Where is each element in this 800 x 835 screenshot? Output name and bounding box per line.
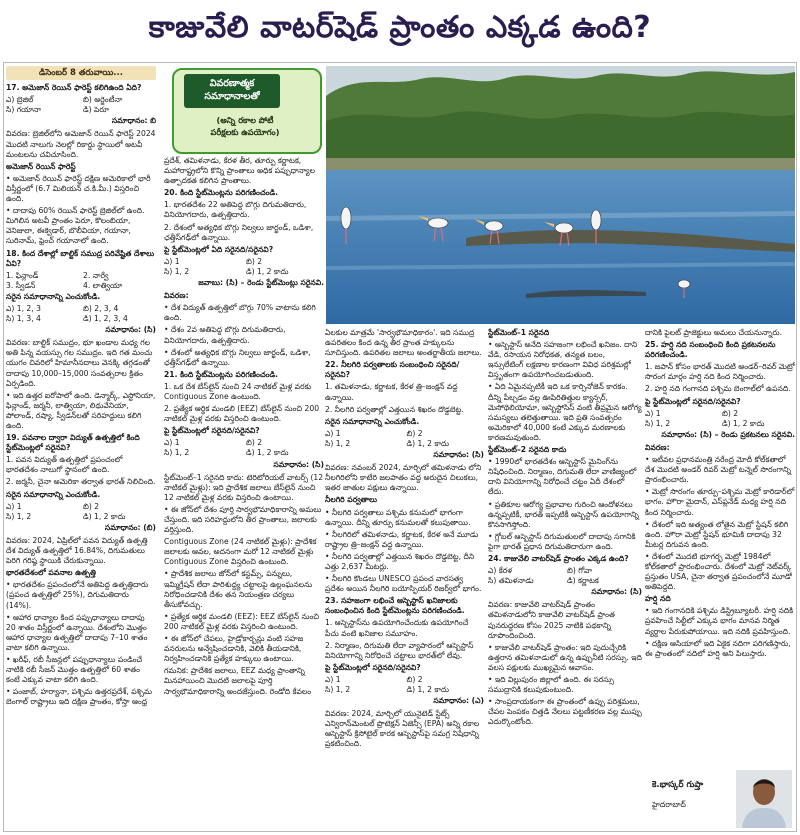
bullet: • భారతదేశం ప్రపంచంలోనే అతిపెద్ద ఉత్పత్తిదారు (ప్రపంచ ఉత్పత్తిలో 25%), దిగుమతిదారు (14%).: [6, 580, 149, 610]
choice: సి) 1, 2: [645, 418, 671, 428]
choice: బి) 2: [722, 408, 739, 418]
statement: 2. నీలగిరి పర్వతాల్లో ఎత్తయిన శిఖరం దొడ్డబెట్ట.: [325, 404, 464, 414]
bullet: • ప్రాదేశిక జలాలు జోన్‌లో కస్టమ్స్, పన్నులు, ఇమ్మిగ్రేషన్ లేదా పారిశుద్ధ్య చట్టాలపై ఉల్లంఘనలను నిరోధించడానికి దేశం తన నియంత్రణ చర్యలు తీసుకోవచ్చు.: [164, 569, 313, 609]
headline-bar: [0, 0, 800, 62]
prompt: పై స్టేట్‌మెంట్లలో సరైనది/సరైనవి?: [164, 426, 260, 436]
author-location: హైదరాబాద్: [652, 800, 686, 809]
choice: ఎ) 1: [645, 408, 661, 418]
section-heading: నీలగిరి పర్వతాలు: [325, 495, 377, 505]
statement: 2. జర్మనీ, చైనా అమెరికా తర్వాత భారత్ నిలిచింది.: [6, 477, 156, 487]
answer-22: సమాధానం: (సి): [433, 450, 484, 460]
explanatory-answers-badge: [170, 68, 322, 152]
option: 2. నార్వే: [83, 270, 109, 280]
choice: బి) 2: [246, 256, 263, 266]
statement: 1. భారతదేశం 22 అతిపెద్ద బొగ్గు దిగుమతిదారు, వినియోగదారు, ఉత్పత్తిదారు.: [164, 200, 307, 220]
explanation-label: వివరణ:: [645, 442, 670, 452]
bullet: • ఆహార ధాన్యాల కింద పప్పుధాన్యాలు దాదాపు 20 శాతం విస్తీర్ణంలో ఉన్నాయి. దేశంలోని మొత్తం ఆహార ధాన్యాల ఉత్పత్తిలో దాదాపు 7–10 శాతం వాటా కలిగి ఉన్నాయి.: [6, 612, 148, 652]
explanation-22: వివరణ: నవంబర్ 2024, మార్చిలో తమిళనాడు లోని నీలగిరిలోని కాటేరి జలపాతం వద్ద అరుదైన చిలుకలు, ఇతర జాతుల పక్షులు ఉన్నాయి.: [325, 463, 482, 493]
bullet: • దేశంలో ఇది అత్యంత లోతైన మెట్రో స్టేషన్ కలిగి ఉంది. హౌరా మెట్రో స్టేషన్ భూమికి దాదాపు 32 మీటర్ల దిగువన ఉంది.: [645, 519, 789, 549]
bullet: • నీలగిరిలో తమిళనాడు, కర్ణాటక, కేరళ అనే మూడు రాష్ట్రాల త్రి–జంక్షన్ వద్ద ఉన్నాయి.: [325, 529, 479, 549]
column-4: [488, 328, 642, 828]
bullet: • మెట్రో సొరంగం తూర్పు–పశ్చిమ మెట్రో కారిడార్‌లో భాగం. హౌరా మైదాన్, ఎస్‌ప్లనేడ్ మధ్య హర్షి నది కింద నిర్మించారు.: [645, 487, 795, 517]
answer-24: సమాధానం: (సి): [591, 587, 642, 597]
answer-21: సమాధానం: (సి): [273, 459, 324, 469]
answer-18: సమాధానం: (సి): [105, 325, 156, 335]
bullet: • కాజువేలి వాటర్‌షెడ్ ప్రాంతం: ఇది పుదుచ్చేరికి ఉత్తరాన తమిళనాడులో ఉన్న ఉప్పునీటి సరస్సు. ఇది వలస పక్షులకు ముఖ్యమైన ఆవాసం.: [488, 642, 642, 672]
choice: ఎ) 1: [6, 501, 22, 511]
badge-line-1: వివరణాత్మక: [209, 78, 255, 89]
statement: 1. ఆస్బెస్టాస్‌ను ఉపయోగించేందుకు ఉపయోగించే పీచు వంటి ఖనిజాల సమూహం.: [325, 618, 469, 638]
choice: సి) 1, 2: [6, 511, 32, 521]
choice: బి) 2, 3, 4: [83, 303, 119, 313]
section-heading: హర్షి నది: [645, 594, 671, 604]
option: 3. స్వీడన్: [6, 280, 36, 290]
explanation-23: వివరణ: 2024, మార్చిలో యునైటెడ్ స్టేట్స్ ఎన్విరాన్‌మెంటల్ ప్రొటెక్షన్ ఏజెన్సీ (EPA) అన్ని రకాల ఆస్బెస్టాస్ క్రిసోటైల్ కారక ఆస్బెస్టాస్‌పై సమగ్ర నిషేధాన్ని ప్రకటించింది.: [325, 709, 480, 749]
section-heading: స్టేట్‌మెంట్–1 సరైనది: [488, 328, 550, 337]
statement: 1. తమిళనాడు, కర్ణాటక, కేరళ త్రి–జంక్షన్ వద్ద ఉన్నాయి.: [325, 382, 458, 402]
question-19-choices: [6, 502, 156, 522]
bullet: • ఇది విల్లుపురం జిల్లాలో ఉంది. ఈ సరస్సు సముద్రానికి కలుపుకుంటుంది.: [488, 675, 614, 695]
bullet: • ప్రతికూల ఆరోగ్య ప్రభావాల గురించి ఆందోళనలు ఉన్నప్పటికీ, భారత్ ఇప్పటికీ ఆస్బెస్టాస్ ఉపయోగాన్ని కొనసాగిస్తోంది.: [488, 499, 639, 529]
bullet: • ఖరీఫ్, రబీ సీజన్లలో పప్పుధాన్యాలు పండించే నాటికి రబీ సీజన్ మొత్తం ఉత్పత్తిలో 60 శాతం కంటే ఎక్కువ వాటా కలిగి ఉంది.: [6, 654, 143, 685]
bullet: • నీలగిరి పర్వతాలు పశ్చిమ కనుమలో భాగంగా ఉన్నాయి. దీన్ని తూర్పు కనుమలతో కలుపుతాయి.: [325, 507, 471, 527]
choice: ఎ) 1: [164, 438, 180, 448]
explanation-18: వివరణ: బాల్టిక్ సముద్రం, భూ ఖండాల మధ్య గల అతి పిన్న వయస్సు గల సముద్రం. ఇది గత మంచు యుగం చివరిలో హిమానీనదాలు వెనక్కి తగ్గడంతో దాదాపు 10,000–15,000 సంవత్సరాల క్రితం ఏర్పడింది.: [6, 338, 153, 388]
choice: బి) 2: [246, 438, 263, 448]
page-title: కాజువేలి వాటర్‌షెడ్ ప్రాంతం ఎక్కడ ఉంది?: [148, 10, 652, 45]
statement: 2. నిర్మాణం, దిగుమతి లేదా వ్యాపారంలో ఆస్బెస్టాస్ వినియోగాన్ని నిరోధించే చట్టాలు భారత్‌లో లేవు.: [325, 640, 474, 660]
bullet: • ఆస్బెస్టాస్ అనేది సహజంగా లభించే ఖనిజం. దాని వేడి, రసాయన నిరోధకత, తన్యత బలం, ఇన్సులేటింగ్ లక్షణాల కారణంగా వివిధ పరిశ్రమల్లో విస్తృతంగా ఉపయోగించబడుతుంది.: [488, 340, 638, 380]
answer-23: సమాధానం: (ఎ): [433, 696, 484, 706]
question-24-choices: [488, 566, 642, 586]
choice: ఎ) కేరళ: [488, 566, 513, 576]
question-18-statements: [6, 271, 156, 291]
column-2: [164, 156, 324, 828]
section-heading: స్టేట్‌మెంట్–2 సరైనది కాదు: [488, 445, 567, 455]
choice: డి) 1, 2 కాదు: [83, 511, 126, 521]
choice: బి) 2: [406, 428, 423, 438]
question-23-choices: [325, 675, 484, 695]
choice: సి) 1, 2: [164, 448, 190, 458]
choice: డి) 1, 2 కాదు: [406, 438, 449, 448]
question-21: 21. కింది స్టేట్‌మెంట్లను పరిగణించండి.: [164, 369, 279, 379]
prompt: పై స్టేట్‌మెంట్లలో సరైనది/సరైనవి?: [645, 396, 741, 406]
badge-line-2: సమాధానాలతో: [204, 91, 260, 102]
section-heading: భారతదేశంలో పవనాల ఉత్పత్తి: [6, 568, 96, 578]
choice: ఎ) 1: [164, 256, 180, 266]
statement: 1. పవన విద్యుత్ ఉత్పత్తిలో ప్రపంచంలో భారతదేశం నాలుగో స్థానంలో ఉంది.: [6, 455, 123, 475]
badge-title: [184, 74, 280, 108]
bullet: • నీలగిరి పర్వతాల్లో ఎత్తయిన శిఖరం దొడ్డబెట్ట, దీని ఎత్తు 2,637 మీటర్లు.: [325, 551, 475, 571]
question-20: 20. కింది స్టేట్‌మెంట్లను పరిగణించండి.: [164, 188, 279, 198]
explanation-24: వివరణ: కాజువేలి వాటర్‌షెడ్ ప్రాంతం తమిళనాడులోని కాజువేలి వాటర్‌షెడ్ ప్రాంత పునరుద్ధరణ కోసం 2025 నాటికి పథకాన్ని రూపొందించింది.: [488, 600, 615, 640]
option: ఎ) బ్రెజిల్: [6, 95, 34, 105]
prompt: సరైన సమాధానాన్ని ఎంచుకోండి.: [6, 291, 101, 301]
question-19: 19. పవనాల ద్వారా విద్యుత్ ఉత్పత్తిలో కింది స్టేట్‌మెంట్లలో సరైనవి?: [6, 433, 140, 453]
question-22: 22. నీలగిరి పర్వతాలకు సంబంధించి సరైనది/సరైనవి?: [325, 360, 460, 380]
bullet: • ఇది గంగానదికి పశ్చిమ డిస్ట్రిబ్యూటరీ. హర్షి నదికి ప్రవహించే సిల్టీలో ఎక్కువ భాగం మానవ నిర్మిత వ్యర్థాల పేరుకుపోయాయి. ఇది నదికి ప్రవహిస్తుంది.: [645, 606, 794, 636]
statement: 1. ఒక దేశ బేస్‌లైన్ నుంచి 24 నాటికల్ మైళ్ల వరకు Contiguous Zone ఉంటుంది.: [164, 381, 312, 401]
question-20-choices: [164, 257, 324, 277]
column-5: [645, 328, 795, 828]
statement: 2. హర్షి నది గంగానది పశ్చిమ బెంగాల్‌లో ఉపనది.: [645, 384, 791, 394]
explanation-label: వివరణ:: [164, 291, 189, 301]
note: గమనిక: ప్రాదేశిక జలాలు, EEZ మధ్య ప్రాంతాన్ని మినహాయించి మొదటి జలాలపై పూర్తి సార్వభౌమాధికారాన్ని అందజేస్తుంది. రెండోది కేవలం: [164, 666, 312, 696]
choice: డి) 1, 2 కాదు: [246, 448, 289, 458]
choice: ఎ) 1: [325, 428, 341, 438]
choice: డి) 1, 2, 3, 4: [83, 314, 128, 324]
choice: బి) 2: [83, 501, 100, 511]
option: సి) గయానా: [6, 105, 41, 115]
badge-sub-line-1: (అన్ని రకాల పోటీ: [216, 115, 274, 125]
bullet: • దాదాపు 60% రెయిన్ ఫారెస్ట్ బ్రెజిల్‌లో ఉంది. మిగిలిన అటవీ ప్రాంతం పెరూ, కొలంబియా, వెనిజులా, ఈక్వెడార్, బొలీవియా, గయానా, సురినామ్, ఫ్రెంచ్ గయానాలో ఉంది.: [6, 206, 145, 246]
statement: 1. జపాన్ కోసం భారత్ మొదటి అండర్–రివర్ మెట్రో సొరంగ మార్గం హర్షి నది కింద నిర్మించారు.: [645, 362, 795, 382]
choice: బి) గోవా: [567, 566, 592, 576]
question-25-choices: [645, 409, 795, 429]
paragraph: ప్రదేశ్, తమిళనాడు, కేరళ తీర, తూర్పు కర్ణాటక, మహారాష్ట్రలోని కొన్ని ప్రాంతాలు అధిక పప్పుధాన్యాల ఉత్పాదకత కలిగిన ప్రాంతాలు.: [164, 156, 315, 186]
explanation-21: స్టేట్‌మెంట్–1 సరైనది కాదు: టెరిటోరియల్ వాటర్స్ (12 నాటికల్ మైళ్లు): ఇది ప్రాదేశిక జలాలు బేస్‌లైన్ నుంచి 12 నాటికల్ మైళ్ల వరకు విస్తరించి ఉంటాయి.: [164, 472, 324, 502]
column-3: [325, 328, 484, 828]
statement: 2. ప్రత్యేక ఆర్థిక మండలి (EEZ) బేస్‌లైన్ నుంచి 200 నాటికల్ మైళ్ల వరకు విస్తరించి ఉంటుంది.: [164, 404, 320, 424]
explanation-19: వివరణ: 2024, ఏప్రిల్‌లో పవన విద్యుత్ ఉత్పత్తి దేశ విద్యుత్ ఉత్పత్తిలో 16.84%, దిగుమతులు పెరిగి గరిష్ఠ స్థాయికి చేరుకున్నాయి.: [6, 535, 148, 566]
choice: డి) కర్ణాటక: [567, 576, 599, 586]
bullet: • ఈ జోన్‌లో చేపలు, హైడ్రోకార్బన్లు వంటి సహజ వనరులను అన్వేషించడానికి, వెలికి తీయడానికి, నిర్వహించడానికి ప్రత్యేక హక్కులు ఉంటాయి.: [164, 634, 304, 664]
bullet: • దక్షిణ ఆసియాలో ఇది ఏకైక నదిగా పరిగణిస్తారు, ఈ ప్రాంతంలో నదిలో హర్షి అని పిలుస్తారు.: [645, 638, 791, 658]
paragraph: దానికి పైలట్ ప్రాజెక్టులు అమలు చేయనున్నారు.: [645, 328, 783, 337]
question-23: 23. సహజంగా లభించే ఆస్బెస్టాస్ ఖనిజాలకు సంబంధించిన కింది స్టేట్‌మెంట్లను పరిగణించండి.: [325, 596, 465, 616]
choice: సి) 1, 2: [325, 685, 351, 694]
prompt: సరైన సమాధానాన్ని ఎంచుకోండి.: [325, 416, 420, 426]
choice: ఎ) 1: [325, 674, 341, 684]
bullet: • ఈ జోన్‌లో దేశం పూర్తి సార్వభౌమాధికారాన్ని అమలు చేస్తుంది. ఇది సరిహద్దులోని తీర ప్రాంతాలు, జలాలకు వర్తిస్తుంది.: [164, 504, 322, 535]
choice: బి) 2: [406, 674, 423, 684]
statement: 2. దేశంలో అత్యధిక బొగ్గు నిల్వలు జార్ఖండ్, ఒడిశా, ఛత్తీస్‌గఢ్‌లో ఉన్నాయి.: [164, 222, 314, 242]
question-17: 17. అమెజాన్ రెయిన్ ఫారెస్ట్ కలిగిఉంది ఏది?: [6, 83, 142, 93]
option: 4. లాత్వియా: [83, 280, 123, 290]
bullet: • పంజాబ్, హర్యానా, పశ్చిమ ఉత్తరప్రదేశ్, పశ్చిమ బెంగాల్ రాష్ట్రాలు ఇది దక్షిణ ప్రాంతం, కోస్తా ఆంధ్ర: [6, 687, 153, 707]
choice: ఎ) 1, 2, 3: [6, 303, 41, 313]
lagoon-photo: [326, 66, 795, 324]
bullet: • ఇటీవల ప్రధానమంత్రి నరేంద్ర మోదీ కోల్‌కతాలో దేశ మొదటి అండర్ రివర్ మెట్రో టన్నెల్ సొరంగాన్ని ప్రారంభించారు.: [645, 455, 792, 485]
bullet: • దేశం 2వ అతిపెద్ద బొగ్గు దిగుమతిదారు, వినియోగదారు, ఉత్పత్తిదారు.: [164, 325, 286, 345]
answer-17: సమాధానం: బి: [111, 116, 156, 126]
explanation-17: వివరణ: బ్రెజిల్‌లోని అమెజాన్ రెయిన్ ఫారెస్ట్ 2024 మొదటి నాలుగు నెలల్లో రికార్డు స్థాయిలో అటవీ మంటలను చవిచూసింది.: [6, 129, 156, 159]
badge-sub-line-2: పరీక్షలకు ఉపయోగం): [210, 127, 280, 137]
question-18-choices: [6, 304, 156, 324]
badge-subtitle: [178, 114, 312, 138]
question-17-options: [6, 95, 156, 115]
question-25: 25. హర్షి నది సంబంధించి కింది ప్రకటనలను పరిగణించండి.: [645, 340, 776, 360]
bullet: • నీలగిరి కొండలు UNESCO ప్రపంచ వారసత్వ ప్రదేశం అయిన నీలగిరి బయోస్ఫియర్ రిజర్వ్‌లో భాగం.: [325, 574, 482, 594]
answer-20: జవాబు: (సి) – రెండు స్టేట్‌మెంట్లు సరైనవి.: [198, 278, 324, 288]
choice: సి) 1, 3, 4: [6, 314, 41, 324]
option: 1. ఫిన్లాండ్: [6, 270, 39, 280]
option: బి) అర్జెంటీనా: [83, 95, 123, 105]
author-byline: [648, 770, 794, 830]
question-22-choices: [325, 429, 484, 449]
choice: సి) 1, 2: [164, 266, 190, 276]
choice: డి) 1, 2 కాదు: [406, 685, 449, 694]
choice: సి) తమిళనాడు: [488, 576, 534, 586]
question-18: 18. కింద దేశాల్లో బాల్టిక్ సముద్ర పరివేష్టిత దేశాలు ఏవి?: [6, 248, 155, 268]
bullet: • సాంప్రదాయకంగా ఈ ప్రాంతంలో ఉప్పు పరిశ్రమలు, చేపల పెంపకం చిత్తడి నేలలు పట్టణీకరణ వల్ల ముప్పు ఎదుర్కొంటోంది.: [488, 697, 642, 727]
prompt: పై స్టేట్‌మెంట్లలో సరైనది/సరైనవి?: [325, 662, 421, 672]
bullet: • ఏది ఏమైనప్పటికీ ఇది ఒక కార్సినోజెన్ కారకం. దీన్ని పీల్చడం వల్ల ఊపిరితిత్తుల క్యాన్సర్, మెసోథెలియోమా, ఆస్బెస్టోసిస్ వంటి తీవ్రమైన ఆరోగ్య సమస్యలు తలెత్తుతాయి. ఇది ప్రతి సంవత్సరం అమెరికాలో 40,000 కంటే ఎక్కువ మరణాలకు కారణమవుతుంది.: [488, 382, 642, 442]
bullet: • 1990లో భారతదేశం ఆస్బెస్టాస్ మైనింగ్‌ను నిషేధించింది. నిర్మాణం, దిగుమతి లేదా వాణిజ్యంలో దాని వినియోగాన్ని నిరోధించే చట్టం ఏదీ దేశంలో లేదు.: [488, 457, 637, 497]
bullet: • ఇది ఉత్తర ఐరోపాలో ఉంది. డెన్మార్క్, ఎస్టోనియా, ఫిన్లాండ్, జర్మనీ, లాత్వియా, లిథువేనియా, పోలాండ్, రష్యా, స్వీడన్‌లతో సరిహద్దులు కలిగి ఉంది.: [6, 390, 156, 430]
continued-ribbon: డిసెంబర్ 8 తరువాయి...: [6, 66, 156, 80]
bullet: • అమెజాన్ రెయిన్ ఫారెస్ట్ దక్షిణ అమెరికాలో భారీ విస్తీర్ణంలో (6.7 మిలియన్ చ.కి.మీ.) విస్తరించి ఉంది.: [6, 173, 151, 204]
answer-19: సమాధానం: (బి): [104, 522, 156, 532]
prompt: సరైన సమాధానాన్ని ఎంచుకోండి.: [6, 489, 101, 499]
answer-25: సమాధానం: (సి) – రెండు ప్రకటనలు సరైనవి.: [661, 429, 795, 439]
paragraph: Contiguous Zone (24 నాటికల్ మైళ్లు): ప్రాదేశిక జలాలకు ఆవల, అదనంగా మరో 12 నాటికల్ మైళ్లు Contiguous Zone విస్తరించి ఉంటుంది.: [164, 537, 317, 567]
question-24: 24. కాజువేలి వాటర్‌షెడ్ ప్రాంతం ఎక్కడ ఉంది?: [488, 553, 629, 563]
section-heading: అమెజాన్ రెయిన్ ఫారెస్ట్: [6, 161, 76, 171]
lagoon-illustration: [326, 66, 795, 324]
question-21-choices: [164, 438, 324, 458]
bullet: • ప్రత్యేక ఆర్థిక మండలి (EEZ): EEZ బేస్‌లైన్ నుంచి 200 నాటికల్ మైళ్ల వరకు విస్తరించి ఉంటుంది.: [164, 611, 320, 631]
author-name: కె.భాస్కర్ గుప్తా: [652, 780, 704, 790]
bullet: • దేశంలో అత్యధిక బొగ్గు నిల్వలు జార్ఖండ్, ఒడిశా, ఛత్తీస్‌గఢ్‌లో ఉన్నాయి.: [164, 347, 311, 367]
bullet: • గ్లోబల్ ఆస్బెస్టాస్ దిగుమతులలో దాదాపు సగానికి పైగా భారత్ ప్రధాన దిగుమతిదారుగా ఉంది.: [488, 531, 636, 551]
prompt: పై స్టేట్‌మెంట్లలో ఏది సరైనది/సరైనవి?: [164, 244, 274, 254]
bullet: • దేశ విద్యుత్ ఉత్పత్తిలో బొగ్గు 70% వాటాను కలిగి ఉంది.: [164, 303, 316, 323]
column-1: [6, 66, 156, 828]
author-portrait: [736, 770, 792, 828]
option: డి) పెరూ: [83, 105, 109, 115]
choice: డి) 1, 2 కాదు: [722, 418, 765, 428]
bullet: • దేశంలో మొదటి భూగర్భ మెట్రో 1984లో కోల్‌కతాలో ప్రారంభించారు. దేశంలో మెట్రో నెట్‌వర్క్ ప్రస్తుతం USA, చైనా తర్వాత ప్రపంచంలోనే మూడో అతిపెద్దది.: [645, 551, 792, 592]
choice: సి) 1, 2: [325, 438, 351, 448]
choice: డి) 1, 2 కాదు: [246, 266, 289, 276]
paragraph: ఏలకుల మాత్రమే 'సార్వభౌమాధికారం'. ఇది సముద్ర ఉపరితలం కింద ఉన్న తీర ప్రాంత హక్కులను సూచిస్తుంది. ఉపరితల జలాలు అంతర్జాతీయ జలాలు.: [325, 328, 482, 358]
